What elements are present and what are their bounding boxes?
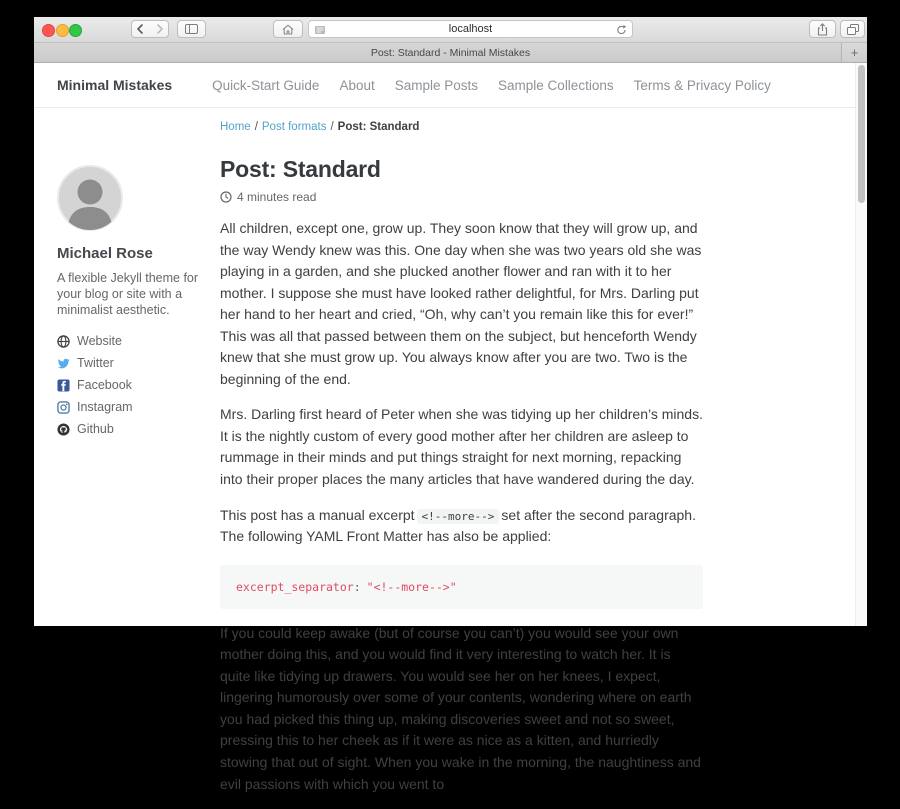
post-paragraph bbox=[220, 505, 703, 548]
forward-icon[interactable] bbox=[156, 24, 164, 34]
author-links bbox=[57, 334, 199, 436]
post-paragraph: If you could keep awake (but of course you can’t) you would see your own mother doing this, and you would find it very interesting to watch her. It is quite like tidying up drawers. You would see her on her knees, I expect, lingering humorously over some of your contents, wondering where on earth you had picked this thing up, making discoveries sweet and not so sweet, pressing this to her cheek as if it were as nice as a kitten, and hurriedly stowing that out of sight. When you wake in the morning, the naughtiness and evil passions with which you went to bbox=[220, 624, 701, 792]
clock-icon bbox=[220, 191, 232, 203]
active-tab[interactable]: Post: Standard - Minimal Mistakes bbox=[370, 46, 531, 59]
new-tab-button[interactable]: + bbox=[841, 43, 867, 62]
inline-code: <!--more--> bbox=[417, 509, 500, 524]
url-text: localhost bbox=[448, 23, 493, 35]
address-bar[interactable] bbox=[308, 20, 633, 38]
sidebar-link-website[interactable] bbox=[57, 334, 199, 348]
refresh-icon[interactable] bbox=[616, 24, 627, 36]
browser-window bbox=[34, 17, 867, 792]
sidebar-link-label: Instagram bbox=[77, 400, 133, 414]
sidebar-link-label: Facebook bbox=[77, 378, 132, 392]
yaml-key: excerpt_separator bbox=[236, 579, 354, 594]
scrollbar-track[interactable] bbox=[855, 63, 867, 626]
sidebar-link-github[interactable] bbox=[57, 422, 199, 436]
scrollbar-thumb[interactable] bbox=[858, 65, 865, 203]
paragraph-text: This post has a manual excerpt bbox=[220, 506, 415, 523]
sidebar-link-label: Github bbox=[77, 422, 114, 436]
primary-nav bbox=[212, 78, 771, 93]
browser-toolbar bbox=[34, 17, 867, 43]
sidebar-link-label: Website bbox=[77, 334, 122, 348]
facebook-icon bbox=[57, 379, 70, 392]
sidebar-icon bbox=[185, 24, 198, 34]
instagram-icon bbox=[57, 401, 70, 414]
breadcrumb-current: Post: Standard bbox=[337, 121, 420, 133]
breadcrumb bbox=[220, 121, 703, 133]
globe-icon bbox=[57, 335, 70, 348]
avatar bbox=[57, 165, 199, 231]
post-paragraph: All children, except one, grow up. They soon know that they will grow up, and the way Wendy knew was this. One day when she was two years old she was playing in a garden, and she plucked another flower and ran with it to her mother. I suppose she must have looked rather delightful, for Mrs. Darling put her hand to her heart and cried, “Oh, why can’t you remain like this for ever!” This was all that passed between them on the subject, but henceforth Wendy knew that she must grow up. You always know after you are two. Two is the beginning of the end. bbox=[220, 220, 702, 387]
nav-item-sample-posts[interactable]: Sample Posts bbox=[394, 77, 479, 93]
page-viewport bbox=[34, 63, 867, 792]
content-area bbox=[34, 108, 867, 809]
sidebar-link-facebook[interactable] bbox=[57, 378, 199, 392]
author-name: Michael Rose bbox=[57, 245, 153, 262]
home-button[interactable] bbox=[273, 20, 303, 38]
tab-bar bbox=[34, 43, 867, 63]
nav-item-sample-collections[interactable]: Sample Collections bbox=[498, 77, 614, 93]
read-time: 4 minutes read bbox=[237, 190, 317, 204]
sidebar-link-instagram[interactable] bbox=[57, 400, 199, 414]
post-main bbox=[220, 108, 703, 809]
zoom-window-button[interactable] bbox=[69, 24, 82, 37]
sidebar-link-twitter[interactable] bbox=[57, 356, 199, 370]
reader-view-icon[interactable] bbox=[314, 24, 326, 36]
github-icon bbox=[57, 423, 70, 436]
nav-item-quick-start-guide[interactable]: Quick-Start Guide bbox=[212, 77, 320, 93]
breadcrumb-separator: / bbox=[254, 121, 258, 133]
paragraph-text: set after the second paragraph. The following YAML Front Matter has also be applied: bbox=[220, 506, 696, 545]
history-nav-group bbox=[131, 20, 169, 38]
breadcrumb-home-link[interactable]: Home bbox=[220, 121, 251, 133]
nav-item-terms-privacy[interactable]: Terms & Privacy Policy bbox=[633, 77, 771, 93]
breadcrumb-separator: / bbox=[330, 121, 334, 133]
yaml-colon: : bbox=[353, 579, 361, 594]
tab-overview-button[interactable] bbox=[840, 20, 865, 38]
home-icon bbox=[282, 24, 294, 35]
site-masthead bbox=[34, 63, 867, 108]
minimize-window-button[interactable] bbox=[56, 24, 69, 37]
author-bio: A flexible Jekyll theme for your blog or site with a minimalist aesthetic. bbox=[57, 271, 199, 317]
back-icon[interactable] bbox=[136, 24, 144, 34]
twitter-icon bbox=[57, 357, 70, 370]
nav-item-about[interactable]: About bbox=[339, 77, 375, 93]
sidebar-toggle-button[interactable] bbox=[177, 20, 206, 38]
tab-overview-icon bbox=[847, 24, 859, 35]
post-title: Post: Standard bbox=[220, 156, 381, 182]
share-button[interactable] bbox=[809, 20, 836, 38]
breadcrumb-post-formats-link[interactable]: Post formats bbox=[261, 121, 327, 133]
code-block bbox=[220, 565, 703, 609]
sidebar-link-label: Twitter bbox=[77, 356, 114, 370]
post-meta bbox=[220, 190, 703, 204]
yaml-value: "<!--more-->" bbox=[366, 579, 457, 594]
share-icon bbox=[817, 23, 828, 36]
author-sidebar bbox=[57, 108, 199, 809]
post-paragraph: Mrs. Darling first heard of Peter when she was tidying up her children’s minds. It is the nightly custom of every good mother after her children are asleep to rummage in their minds and put things straight for next morning, repacking into their proper places the many articles that have wandered during the day. bbox=[220, 406, 703, 488]
site-title-link[interactable]: Minimal Mistakes bbox=[57, 77, 173, 93]
close-window-button[interactable] bbox=[42, 24, 55, 37]
